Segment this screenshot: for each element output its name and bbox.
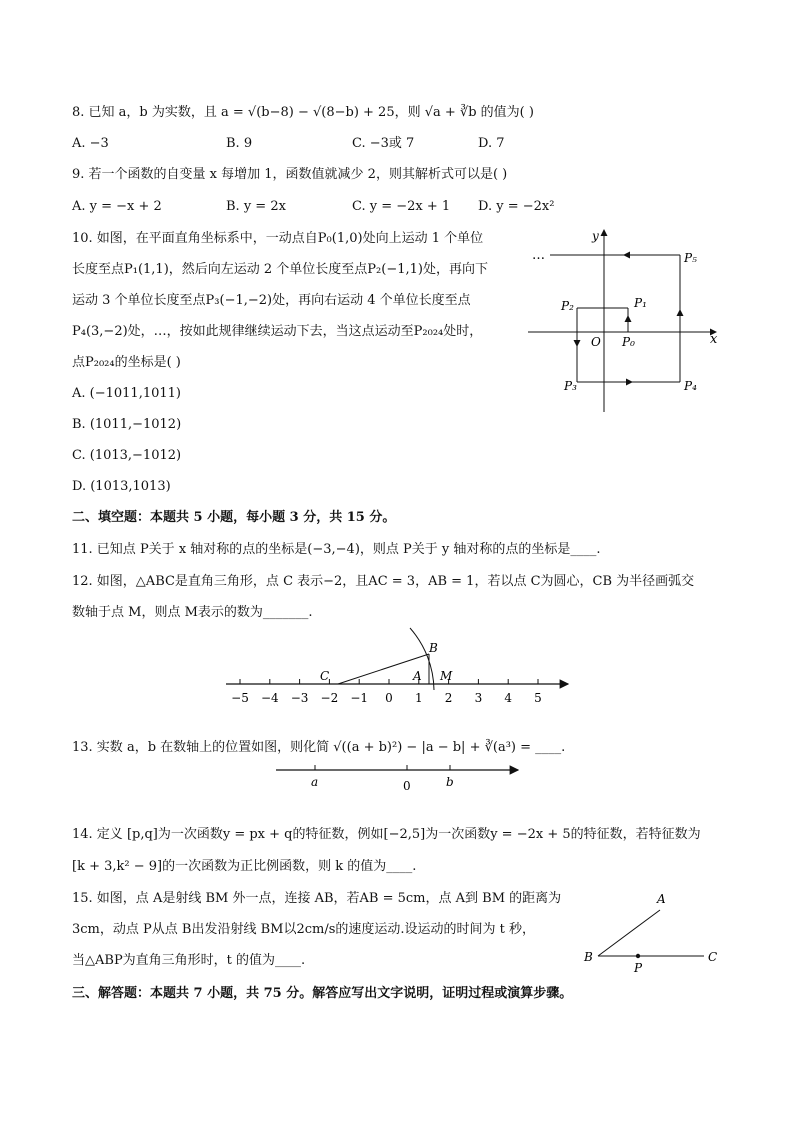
- q14-line-2: [k + 3,k² − 9]的一次函数为正比例函数，则 k 的值为____.: [72, 859, 417, 874]
- q10-line-4: P₄(3,−2)处，…，按如此规律继续运动下去，当这点运动至P₂₀₂₄处时，: [72, 324, 483, 339]
- q9-option-c: C. y = −2x + 1: [352, 199, 451, 214]
- point-b-label: B: [429, 641, 438, 655]
- p1-label: P₁: [634, 296, 647, 310]
- q9-option-d: D. y = −2x²: [478, 199, 555, 214]
- q10-line-2: 长度至点P₁(1,1)，然后向左运动 2 个单位长度至点P₂(−1,1)处，再向下: [72, 262, 488, 277]
- q10-line-5: 点P₂₀₂₄的坐标是( ): [72, 355, 181, 370]
- p4-label: P₄: [684, 379, 697, 393]
- point-a-label: A: [413, 669, 422, 683]
- label-a: a: [311, 775, 319, 789]
- tick-label: −4: [260, 691, 279, 705]
- tick-label: −2: [320, 691, 339, 705]
- label-zero: 0: [403, 779, 411, 793]
- label-b: b: [446, 775, 454, 789]
- tick-label: 4: [504, 691, 513, 705]
- q8-option-c: C. −3或 7: [352, 136, 415, 151]
- q9-option-a: A. y = −x + 2: [72, 199, 162, 214]
- q10-coordinate-figure: [520, 222, 730, 417]
- q12-line-2: 数轴于点 M，则点 M表示的数为_______.: [72, 605, 313, 620]
- tick-label: −3: [290, 691, 309, 705]
- q10-option-c: C. (1013,−1012): [72, 448, 182, 463]
- label-b: B: [584, 950, 593, 964]
- tick-label: 3: [474, 691, 483, 705]
- tick-label: 2: [444, 691, 453, 705]
- q8-option-a: A. −3: [72, 136, 109, 151]
- section-3-heading: 三、解答题：本题共 7 小题，共 75 分。解答应写出文字说明，证明过程或演算步骤。: [72, 986, 573, 1001]
- q15-ray-figure: [578, 884, 728, 976]
- q12-line-1: 12. 如图，△ABC是直角三角形，点 C 表示−2，且AC = 3，AB = 1，若以点 C为圆心，CB 为半径画弧交: [72, 574, 695, 589]
- q9-option-b: B. y = 2x: [226, 199, 286, 214]
- label-c: C: [708, 950, 718, 964]
- origin-label: O: [591, 335, 601, 349]
- q8-option-b: B. 9: [226, 136, 253, 151]
- q15-line-2: 3cm，动点 P从点 B出发沿射线 BM以2cm/s的速度运动.设运动的时间为 t 秒，: [72, 922, 535, 937]
- p5-label: P₅: [684, 251, 697, 265]
- q8-option-d: D. 7: [478, 136, 505, 151]
- q14-line-1: 14. 定义 [p,q]为一次函数y = px + q的特征数，例如[−2,5]为一次函数y = −2x + 5的特征数，若特征数为: [72, 827, 701, 842]
- q13-number-line-figure: [272, 760, 524, 796]
- point-m-label: M: [440, 669, 453, 683]
- q9-stem: 9. 若一个函数的自变量 x 每增加 1，函数值就减少 2，则其解析式可以是( ): [72, 167, 508, 182]
- q11-stem: 11. 已知点 P关于 x 轴对称的点的坐标是(−3,−4)，则点 P关于 y 轴对称的点的坐标是____.: [72, 542, 601, 557]
- q10-line-1: 10. 如图，在平面直角坐标系中，一动点自P₀(1,0)处向上运动 1 个单位: [72, 231, 484, 246]
- q13-stem: 13. 实数 a，b 在数轴上的位置如图，则化简 √((a + b)²) − |a − b| + ∛(a³) = ____.: [72, 740, 566, 755]
- q10-line-3: 运动 3 个单位长度至点P₃(−1,−2)处，再向右运动 4 个单位长度至点: [72, 293, 471, 308]
- p2-label: P₂: [561, 299, 574, 313]
- point-p-dot: [636, 954, 640, 958]
- p0-label: P₀: [622, 335, 635, 349]
- q15-line-3: 当△ABP为直角三角形时，t 的值为____.: [72, 953, 306, 968]
- tick-label: −5: [231, 691, 249, 705]
- label-p: P: [634, 961, 643, 975]
- q15-line-1: 15. 如图，点 A是射线 BM 外一点，连接 AB，若AB = 5cm，点 A到 BM 的距离为: [72, 891, 562, 906]
- point-c-label: C: [320, 669, 330, 683]
- segment-ba: [598, 910, 660, 956]
- section-2-heading: 二、填空题：本题共 5 小题，每小题 3 分，共 15 分。: [72, 510, 396, 525]
- q10-option-d: D. (1013,1013): [72, 479, 171, 494]
- tick-label: 5: [534, 691, 542, 705]
- ellipsis-label: …: [532, 248, 545, 263]
- q10-option-b: B. (1011,−1012): [72, 417, 182, 432]
- y-axis-label: y: [592, 229, 599, 243]
- q8-stem: 8. 已知 a，b 为实数，且 a = √(b−8) − √(8−b) + 25，则 √a + ∛b 的值为( ): [72, 105, 534, 120]
- tick-label: −1: [350, 691, 369, 705]
- tick-label: 0: [385, 691, 393, 705]
- x-axis-label: x: [710, 332, 718, 347]
- q12-number-line-figure: [220, 626, 580, 712]
- p3-label: P₃: [564, 379, 577, 393]
- q10-option-a: A. (−1011,1011): [72, 386, 181, 401]
- tick-label: 1: [414, 691, 423, 705]
- label-a: A: [657, 892, 666, 906]
